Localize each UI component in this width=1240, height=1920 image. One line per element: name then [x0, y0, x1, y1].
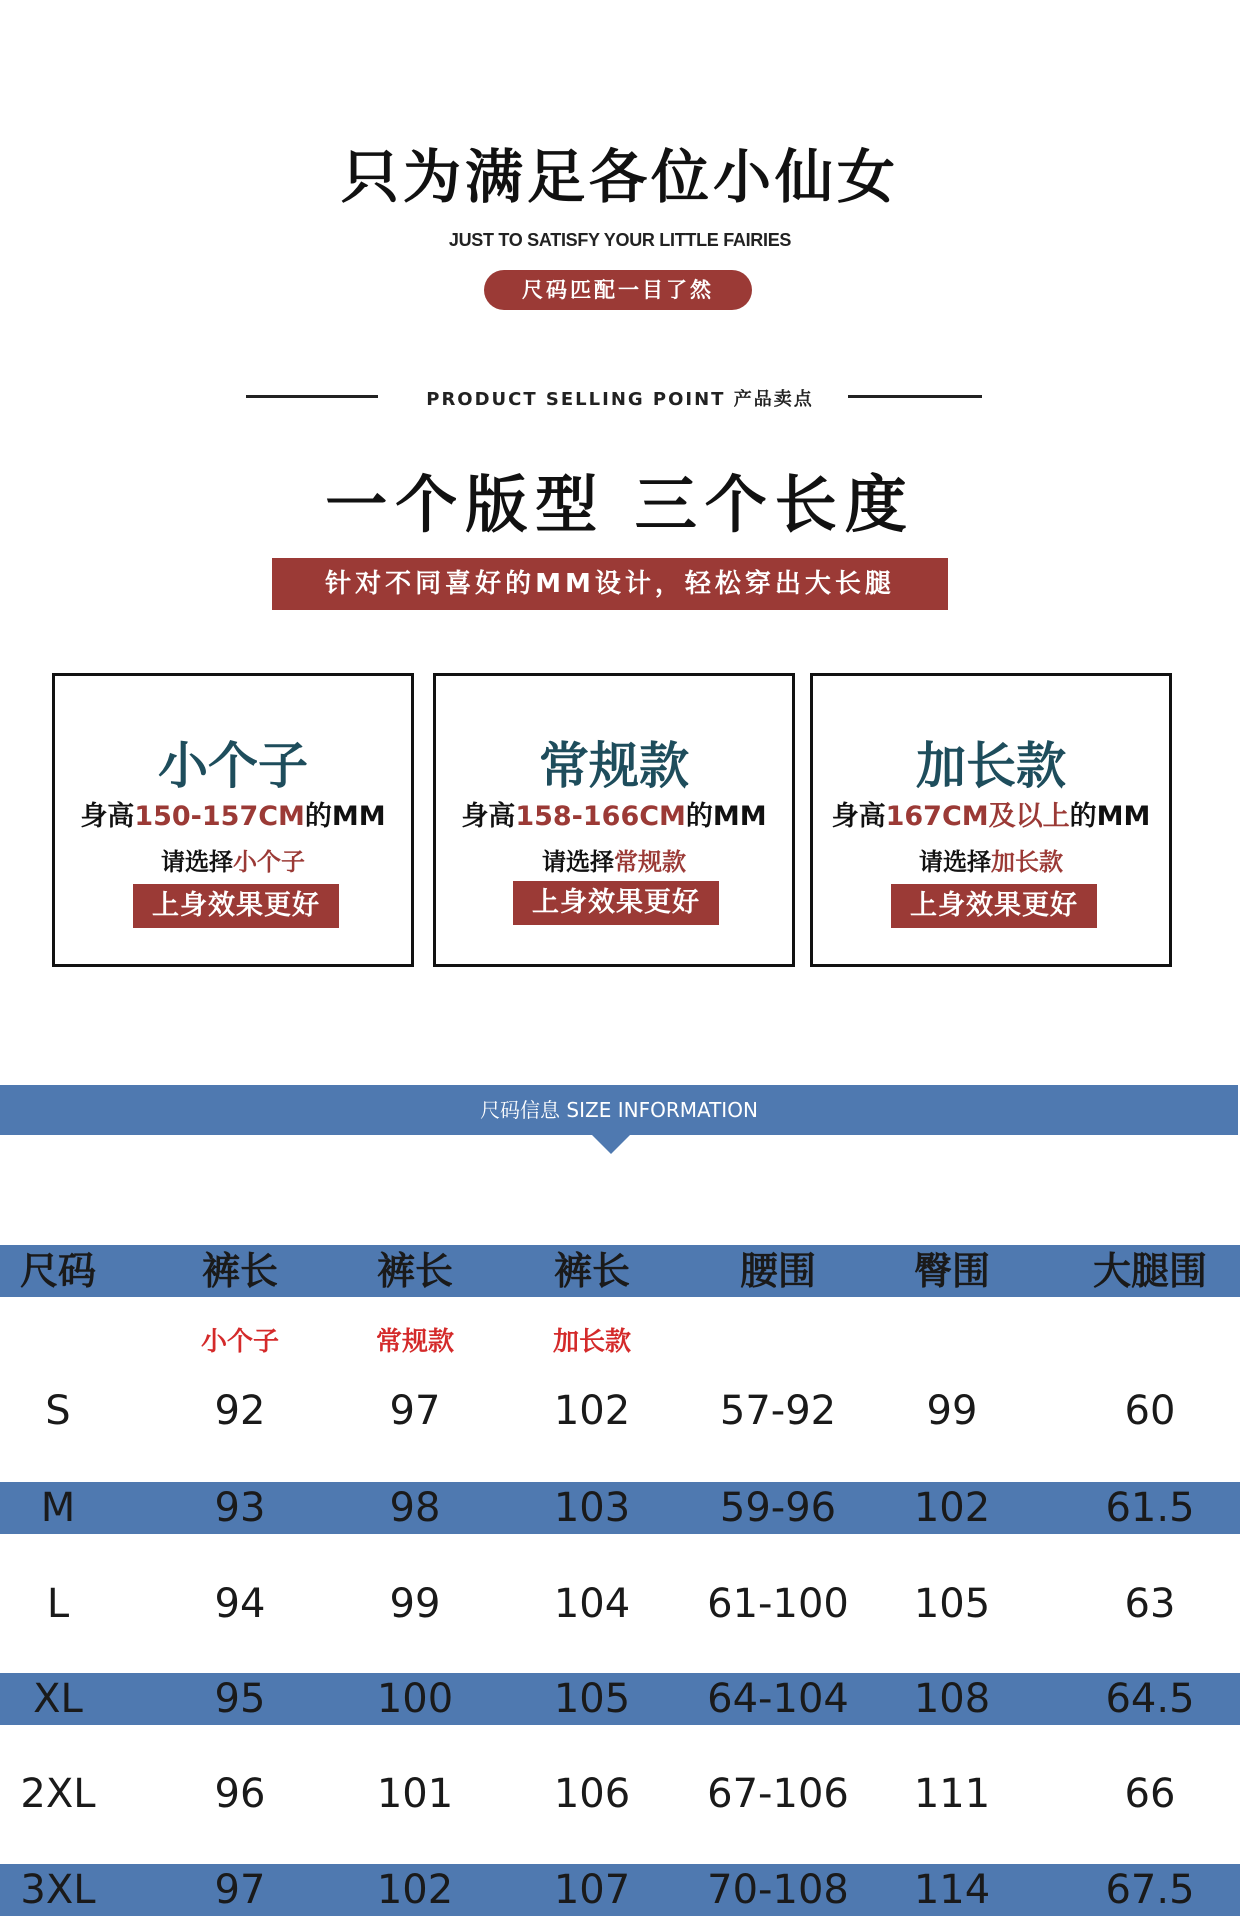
table-value-cell: 104 [553, 1581, 631, 1627]
table-value-cell: 59-96 [719, 1485, 837, 1531]
table-value-cell: 107 [553, 1867, 631, 1913]
card-title: 小个子 [158, 737, 308, 795]
card-height-text: 身高150-157CM的MM [80, 801, 386, 832]
table-value-cell: 92 [214, 1388, 266, 1434]
table-header-cell: 腰围 [739, 1249, 816, 1293]
card-title: 常规款 [539, 737, 689, 795]
table-size-cell: XL [33, 1676, 83, 1722]
card-choose-text: 请选择常规款 [542, 848, 686, 876]
table-size-cell: L [46, 1581, 70, 1627]
table-size-cell: S [45, 1388, 71, 1434]
table-value-cell: 102 [553, 1388, 631, 1434]
card-effect-badge: 上身效果更好 [891, 884, 1097, 928]
table-value-cell: 108 [913, 1676, 991, 1722]
table-subheader-cell: 常规款 [375, 1327, 454, 1357]
table-subheader-cell: 小个子 [200, 1327, 279, 1357]
table-value-cell: 64-104 [707, 1676, 849, 1722]
table-value-cell: 57-92 [719, 1388, 837, 1434]
card-effect-badge: 上身效果更好 [133, 884, 339, 928]
table-size-cell: M [40, 1485, 76, 1531]
table-value-cell: 111 [913, 1771, 991, 1817]
table-header-cell: 裤长 [553, 1249, 630, 1293]
table-value-cell: 70-108 [707, 1867, 849, 1913]
table-header-cell: 裤长 [376, 1249, 453, 1293]
table-value-cell: 61.5 [1105, 1485, 1195, 1531]
table-value-cell: 103 [553, 1485, 631, 1531]
table-value-cell: 67.5 [1105, 1867, 1195, 1913]
selling-point-label: PRODUCT SELLING POINT 产品卖点 [426, 389, 814, 410]
table-header-cell: 尺码 [19, 1249, 96, 1293]
card-effect-badge: 上身效果更好 [513, 881, 719, 925]
card-height-text: 身高158-166CM的MM [461, 801, 767, 832]
table-value-cell: 105 [553, 1676, 631, 1722]
table-header-cell: 裤长 [201, 1249, 278, 1293]
card-long [810, 673, 1172, 967]
size-info-bar: 尺码信息 SIZE INFORMATION [0, 1085, 1238, 1135]
section-heading: 一个版型 三个长度 [325, 468, 915, 541]
card-choose-text: 请选择加长款 [919, 848, 1063, 876]
table-value-cell: 100 [376, 1676, 454, 1722]
card-choose-text: 请选择小个子 [161, 848, 305, 876]
design-banner: 针对不同喜好的MM设计，轻松穿出大长腿 [272, 558, 948, 610]
table-value-cell: 99 [389, 1581, 441, 1627]
table-value-cell: 93 [214, 1485, 266, 1531]
table-value-cell: 97 [214, 1867, 266, 1913]
table-value-cell: 61-100 [707, 1581, 849, 1627]
table-value-cell: 96 [214, 1771, 266, 1817]
table-value-cell: 94 [214, 1581, 266, 1627]
table-value-cell: 67-106 [707, 1771, 849, 1817]
card-petite [52, 673, 414, 967]
table-size-cell: 2XL [20, 1771, 96, 1817]
card-height-text: 身高167CM及以上的MM [831, 801, 1151, 832]
table-value-cell: 106 [553, 1771, 631, 1817]
table-size-cell: 3XL [20, 1867, 96, 1913]
table-subheader-cell: 加长款 [552, 1327, 631, 1357]
table-header-cell: 大腿围 [1092, 1249, 1207, 1293]
table-value-cell: 114 [913, 1867, 991, 1913]
table-value-cell: 101 [376, 1771, 454, 1817]
table-value-cell: 63 [1124, 1581, 1176, 1627]
size-info-arrow [591, 1134, 631, 1154]
table-value-cell: 97 [389, 1388, 441, 1434]
table-value-cell: 95 [214, 1676, 266, 1722]
table-value-cell: 60 [1124, 1388, 1176, 1434]
table-value-cell: 102 [913, 1485, 991, 1531]
table-value-cell: 98 [389, 1485, 441, 1531]
divider-line-left [246, 395, 378, 398]
hero-title: 只为满足各位小仙女 [340, 143, 899, 211]
hero-subtitle: JUST TO SATISFY YOUR LITTLE FAIRIES [448, 230, 792, 250]
size-match-pill: 尺码匹配一目了然 [484, 270, 752, 310]
table-value-cell: 64.5 [1105, 1676, 1195, 1722]
table-value-cell: 99 [926, 1388, 978, 1434]
table-header-cell: 臀围 [913, 1249, 990, 1293]
table-value-cell: 102 [376, 1867, 454, 1913]
card-regular [433, 673, 795, 967]
table-value-cell: 105 [913, 1581, 991, 1627]
table-value-cell: 66 [1124, 1771, 1176, 1817]
divider-line-right [848, 395, 982, 398]
card-title: 加长款 [916, 737, 1066, 795]
